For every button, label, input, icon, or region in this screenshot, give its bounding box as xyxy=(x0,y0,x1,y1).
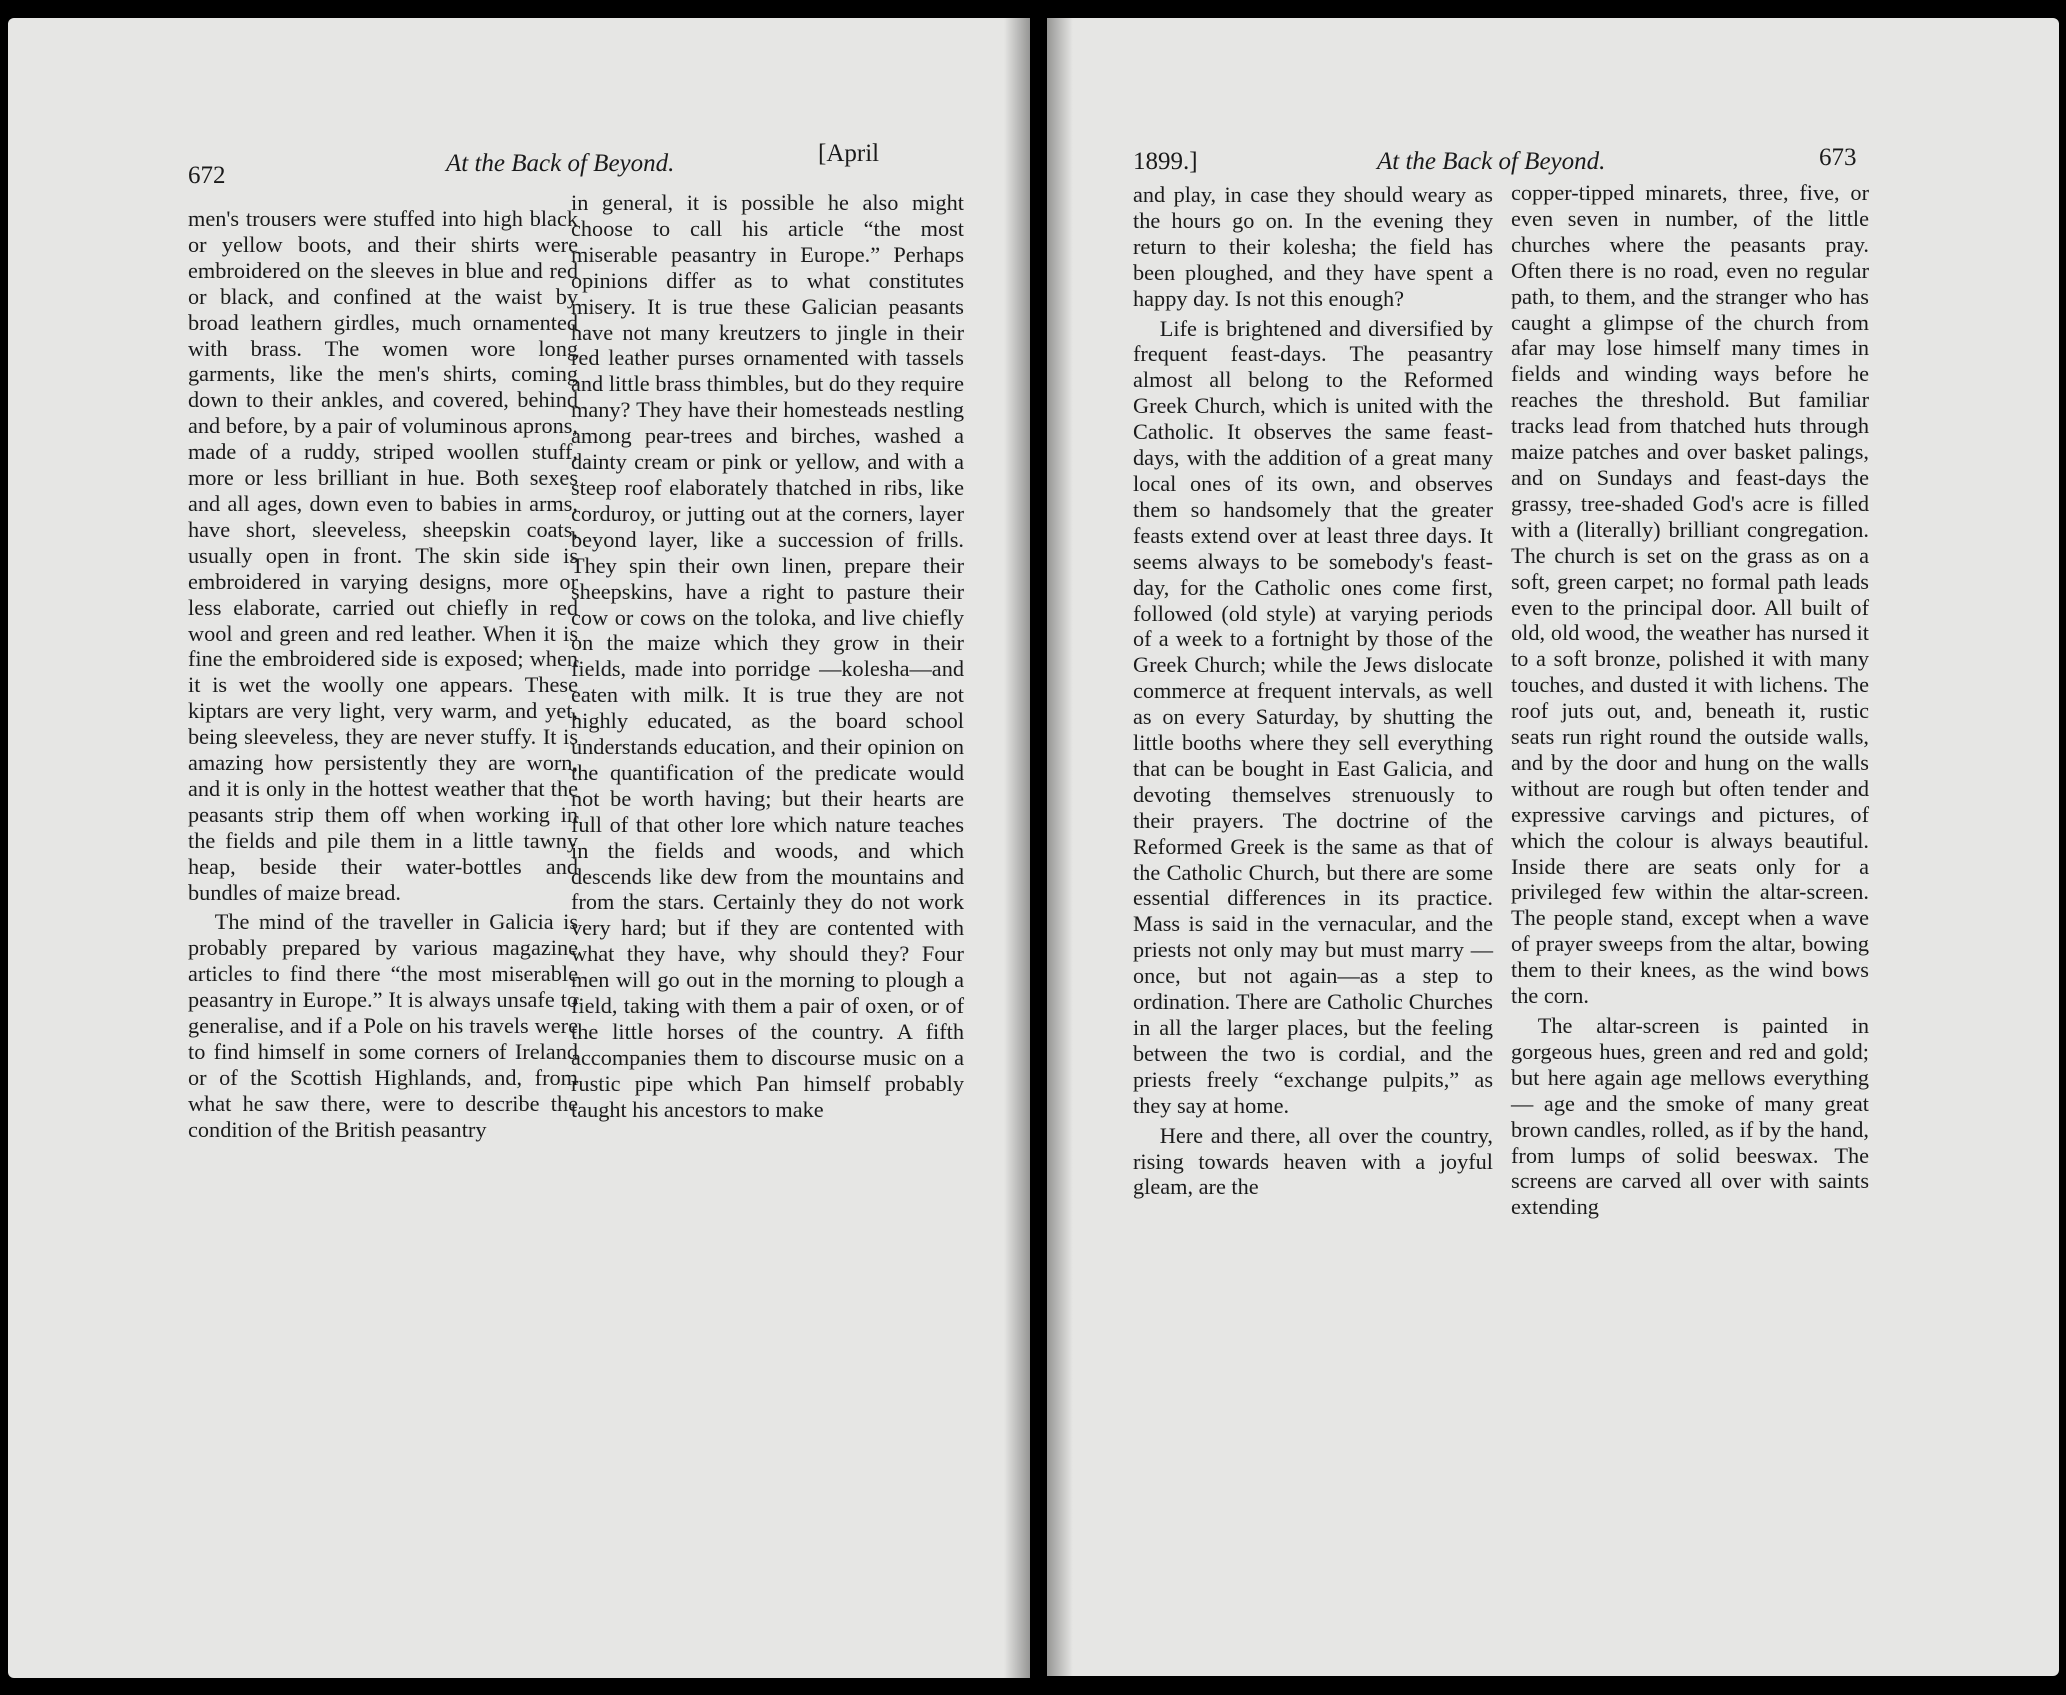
paragraph: Here and there, all over the country, rising towards heaven with a joyful gleam, are the xyxy=(1133,1122,1493,1200)
running-title: At the Back of Beyond. xyxy=(446,150,675,177)
text-column-2 xyxy=(1511,180,1869,1220)
paragraph: Life is brightened and diversified by frequent feast-days. The peasantry almost all belong to the Reformed Greek Church, which is united with the Catholic. It observes the same feast-days, with the addition of a great many local ones of its own, and observes them so handsomely that the greater feasts extend over at least three days. It seems always to be somebody's feast-day, for the Catholic ones come first, followed (old style) at varying periods of a week to a fortnight by those of the Greek Church; while the Jews dislocate commerce at frequent intervals, as well as on every Saturday, by shutting the little booths where they sell everything that can be bought in East Galicia, and devoting themselves strenuously to their prayers. The doctrine of the Reformed Greek is the same as that of the Catholic Church, but there are some essential differences in its practice. Mass is said in the vernacular, and the priests not only may but must marry — once, but not again—as a step to ordination. There are Catholic Churches in all the larger places, but the feeling between the two is cordial, and the priests freely “exchange pulpits,” as they say at home. xyxy=(1133,315,1493,1118)
paragraph: and play, in case they should weary as the hours go on. In the evening they return to their kolesha; the field has been ploughed, and they have spent a happy day. Is not this enough? xyxy=(1133,182,1493,311)
text-column-2 xyxy=(571,190,964,1123)
running-header xyxy=(1133,130,1921,175)
paragraph: men's trousers were stuffed into high black or yellow boots, and their shirts were embroidered on the sleeves in blue and red or black, and confined at the waist by broad leathern girdles, much ornamented with brass. The women wore long garments, like the men's shirts, coming down to their ankles, and covered, behind and before, by a pair of voluminous aprons, made of a ruddy, striped woollen stuff, more or less brilliant in hue. Both sexes and all ages, down even to babies in arms, have short, sleeveless, sheepskin coats, usually open in front. The skin side is embroidered in varying designs, more or less elaborate, carried out chiefly in red wool and green and red leather. When it is fine the embroidered side is exposed; when it is wet the woolly one appears. These kiptars are very light, very warm, and yet, being sleeveless, they are never stuffy. It is amazing how persistently they are worn, and it is only in the hottest weather that the peasants strip them off when working in the fields and pile them in a little tawny heap, beside their water-bottles and bundles of maize bread. xyxy=(188,206,578,905)
running-header xyxy=(188,130,928,189)
page-gutter-shadow xyxy=(1004,18,1030,1678)
paragraph: in general, it is possible he also might choose to call his article “the most miserable peasantry in Europe.” Perhaps opinions differ as to what constitutes misery. It is true these Galician peasants have not many kreutzers to jingle in their red leather purses ornamented with tassels and little brass thimbles, but do they require many? They have their homesteads nestling among pear-trees and birches, washed a dainty cream or pink or yellow, and with a steep roof elaborately thatched in ribs, like corduroy, or jutting out at the corners, layer beyond layer, like a succession of frills. They spin their own linen, prepare their sheepskins, have a right to pasture their cow or cows on the toloka, and live chiefly on the maize which they grow in their fields, made into porridge —kolesha—and eaten with milk. It is true they are not highly educated, as the board school understands education, and their opinion on the quantification of the predicate would not be worth having; but their hearts are full of that other lore which nature teaches in the fields and woods, and which descends like dew from the mountains and from the stars. Certainly they do not work very hard; but if they are contented with what they have, why should they? Four men will go out in the morning to plough a field, taking with them a pair of oxen, or of the little horses of the country. A fifth accompanies them to discourse music on a rustic pipe which Pan himself probably taught his ancestors to make xyxy=(571,190,964,1122)
left-page xyxy=(8,18,1030,1678)
paragraph: copper-tipped minarets, three, five, or even seven in number, of the little churches where the peasants pray. Often there is no road, even no regular path, to them, and the stranger who has caught a glimpse of the church from afar may lose himself many times in fields and winding ways before he reaches the threshold. But familiar tracks lead from thatched huts through maize patches and over basket palings, and on Sundays and feast-days the grassy, tree-shaded God's acre is filled with a (literally) brilliant congregation. The church is set on the grass as on a soft, green carpet; no formal path leads even to the principal door. All built of old, old wood, the weather has nursed it to a soft bronze, polished it with many touches, and dusted it with lichens. The roof juts out, and, beneath it, rustic seats run right round the outside walls, and by the door and hung on the walls without are rough but often tender and expressive carvings and pictures, of which the colour is always beautiful. Inside there are seats only for a privileged few within the altar-screen. The people stand, except when a wave of prayer sweeps from the altar, bowing them to their knees, as the wind bows the corn. xyxy=(1511,180,1869,1009)
running-date: 1899.] xyxy=(1133,148,1198,175)
right-page xyxy=(1047,18,2059,1676)
page-gutter-shadow xyxy=(1047,18,1073,1676)
paragraph: The mind of the traveller in Galicia is probably prepared by various magazine articles to find there “the most miserable peasantry in Europe.” It is always unsafe to generalise, and if a Pole on his travels were to find himself in some corners of Ireland or of the Scottish Highlands, and, from what he saw there, were to describe the condition of the British peasantry xyxy=(188,909,578,1142)
page-number: 672 xyxy=(188,162,226,189)
text-column-1 xyxy=(188,206,578,1143)
page-number: 673 xyxy=(1819,144,1857,171)
running-date: [April xyxy=(818,140,880,167)
paragraph: The altar-screen is painted in gorgeous hues, green and red and gold; but here again age mellows everything — age and the smoke of many great brown candles, rolled, as if by the hand, from lumps of solid beeswax. The screens are carved all over with saints extending xyxy=(1511,1013,1869,1220)
running-title: At the Back of Beyond. xyxy=(1377,148,1606,175)
text-column-1 xyxy=(1133,182,1493,1200)
